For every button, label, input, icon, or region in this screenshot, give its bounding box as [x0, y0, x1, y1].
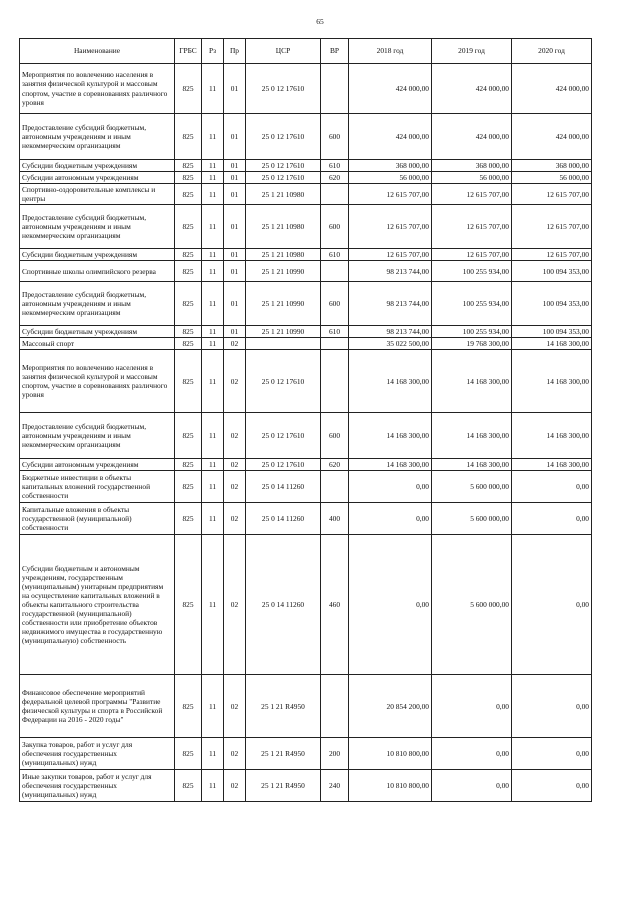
- header-name: Наименование: [20, 39, 175, 64]
- cell-pr: 02: [224, 675, 246, 738]
- table-row: [20, 338, 592, 350]
- cell-grbs: 825: [175, 503, 202, 535]
- cell-grbs: 825: [175, 535, 202, 675]
- cell-name: Предоставление субсидий бюджетным, автономным учреждениям и иным некоммерческим организациям: [20, 282, 175, 326]
- cell-vr: 610: [321, 160, 349, 172]
- cell-y2020: 12 615 707,00: [512, 184, 592, 205]
- cell-name: Субсидии автономным учреждениям: [20, 459, 175, 471]
- table-row: [20, 459, 592, 471]
- cell-y2019: 424 000,00: [432, 114, 512, 160]
- cell-rz: 11: [202, 160, 224, 172]
- cell-name: Капитальные вложения в объекты государственной (муниципальной) собственности: [20, 503, 175, 535]
- cell-csr: 25 0 12 17610: [246, 413, 321, 459]
- cell-grbs: 825: [175, 184, 202, 205]
- cell-y2018: 424 000,00: [349, 64, 432, 114]
- table-row: [20, 503, 592, 535]
- table-row: [20, 770, 592, 802]
- cell-y2018: 0,00: [349, 535, 432, 675]
- cell-grbs: 825: [175, 459, 202, 471]
- cell-y2018: 12 615 707,00: [349, 184, 432, 205]
- cell-csr: 25 0 12 17610: [246, 114, 321, 160]
- cell-pr: 02: [224, 338, 246, 350]
- cell-y2020: 368 000,00: [512, 160, 592, 172]
- cell-y2018: 98 213 744,00: [349, 326, 432, 338]
- table-row: [20, 205, 592, 249]
- table-row: [20, 350, 592, 413]
- cell-vr: 620: [321, 459, 349, 471]
- cell-name: Мероприятия по вовлечению населения в занятия физической культурой и массовым спортом, участие в соревнованиях различного уровня: [20, 64, 175, 114]
- cell-y2018: 0,00: [349, 503, 432, 535]
- cell-y2018: 56 000,00: [349, 172, 432, 184]
- cell-rz: 11: [202, 249, 224, 261]
- cell-y2018: 98 213 744,00: [349, 261, 432, 282]
- cell-y2019: 0,00: [432, 675, 512, 738]
- table-row: [20, 326, 592, 338]
- cell-y2019: 100 255 934,00: [432, 261, 512, 282]
- cell-y2019: 0,00: [432, 738, 512, 770]
- table-row: [20, 64, 592, 114]
- cell-vr: [321, 261, 349, 282]
- header-2018: 2018 год: [349, 39, 432, 64]
- cell-y2018: 14 168 300,00: [349, 413, 432, 459]
- cell-name: Закупка товаров, работ и услуг для обеспечения государственных (муниципальных) нужд: [20, 738, 175, 770]
- cell-y2020: 100 094 353,00: [512, 282, 592, 326]
- table-row: [20, 160, 592, 172]
- cell-rz: 11: [202, 338, 224, 350]
- cell-y2018: 12 615 707,00: [349, 249, 432, 261]
- cell-csr: 25 0 14 11260: [246, 535, 321, 675]
- header-pr: Пр: [224, 39, 246, 64]
- cell-grbs: 825: [175, 413, 202, 459]
- table-row: [20, 471, 592, 503]
- cell-csr: 25 0 12 17610: [246, 160, 321, 172]
- cell-grbs: 825: [175, 738, 202, 770]
- cell-csr: 25 1 21 10990: [246, 326, 321, 338]
- cell-pr: 01: [224, 249, 246, 261]
- cell-vr: [321, 471, 349, 503]
- cell-pr: 01: [224, 64, 246, 114]
- cell-grbs: 825: [175, 471, 202, 503]
- cell-rz: 11: [202, 503, 224, 535]
- cell-y2020: 14 168 300,00: [512, 413, 592, 459]
- cell-y2018: 20 854 200,00: [349, 675, 432, 738]
- table-row: [20, 413, 592, 459]
- cell-pr: 01: [224, 160, 246, 172]
- cell-y2018: 14 168 300,00: [349, 350, 432, 413]
- cell-rz: 11: [202, 261, 224, 282]
- cell-pr: 02: [224, 770, 246, 802]
- cell-csr: [246, 338, 321, 350]
- cell-y2020: 0,00: [512, 503, 592, 535]
- cell-grbs: 825: [175, 770, 202, 802]
- cell-csr: 25 0 12 17610: [246, 459, 321, 471]
- cell-grbs: 825: [175, 338, 202, 350]
- cell-pr: 02: [224, 471, 246, 503]
- cell-rz: 11: [202, 459, 224, 471]
- cell-pr: 02: [224, 503, 246, 535]
- cell-pr: 02: [224, 350, 246, 413]
- cell-y2020: 424 000,00: [512, 114, 592, 160]
- cell-y2018: 10 810 800,00: [349, 770, 432, 802]
- header-rz: Рз: [202, 39, 224, 64]
- cell-vr: 610: [321, 249, 349, 261]
- cell-csr: 25 0 12 17610: [246, 172, 321, 184]
- cell-pr: 01: [224, 172, 246, 184]
- cell-y2018: 10 810 800,00: [349, 738, 432, 770]
- cell-y2020: 12 615 707,00: [512, 205, 592, 249]
- header-grbs: ГРБС: [175, 39, 202, 64]
- cell-name: Массовый спорт: [20, 338, 175, 350]
- table-row: [20, 249, 592, 261]
- cell-rz: 11: [202, 172, 224, 184]
- cell-name: Финансовое обеспечение мероприятий федеральной целевой программы "Развитие физической культуры и спорта в Российской Федерации на 2016 - 2020 годы": [20, 675, 175, 738]
- cell-grbs: 825: [175, 172, 202, 184]
- cell-pr: 02: [224, 738, 246, 770]
- cell-name: Предоставление субсидий бюджетным, автономным учреждениям и иным некоммерческим организациям: [20, 413, 175, 459]
- table-row: [20, 114, 592, 160]
- cell-vr: [321, 64, 349, 114]
- cell-y2019: 100 255 934,00: [432, 326, 512, 338]
- cell-csr: 25 0 12 17610: [246, 350, 321, 413]
- cell-grbs: 825: [175, 326, 202, 338]
- cell-rz: 11: [202, 738, 224, 770]
- cell-grbs: 825: [175, 205, 202, 249]
- cell-y2019: 12 615 707,00: [432, 205, 512, 249]
- cell-y2018: 12 615 707,00: [349, 205, 432, 249]
- page-number: 65: [316, 17, 324, 26]
- cell-vr: 600: [321, 282, 349, 326]
- cell-csr: 25 0 14 11260: [246, 503, 321, 535]
- cell-y2019: 424 000,00: [432, 64, 512, 114]
- cell-pr: 01: [224, 184, 246, 205]
- cell-y2020: 100 094 353,00: [512, 261, 592, 282]
- cell-grbs: 825: [175, 282, 202, 326]
- header-2020: 2020 год: [512, 39, 592, 64]
- cell-rz: 11: [202, 184, 224, 205]
- cell-y2019: 12 615 707,00: [432, 249, 512, 261]
- table-row: [20, 675, 592, 738]
- cell-name: Предоставление субсидий бюджетным, автономным учреждениям и иным некоммерческим организациям: [20, 114, 175, 160]
- cell-name: Иные закупки товаров, работ и услуг для обеспечения государственных (муниципальных) нужд: [20, 770, 175, 802]
- cell-grbs: 825: [175, 160, 202, 172]
- cell-pr: 01: [224, 114, 246, 160]
- cell-name: Бюджетные инвестиции в объекты капитальных вложений государственной собственности: [20, 471, 175, 503]
- cell-rz: 11: [202, 675, 224, 738]
- cell-rz: 11: [202, 770, 224, 802]
- header-vr: ВР: [321, 39, 349, 64]
- cell-y2019: 19 768 300,00: [432, 338, 512, 350]
- cell-rz: 11: [202, 413, 224, 459]
- cell-csr: 25 1 21 R4950: [246, 675, 321, 738]
- cell-y2018: 368 000,00: [349, 160, 432, 172]
- cell-vr: 600: [321, 413, 349, 459]
- cell-vr: 600: [321, 205, 349, 249]
- cell-y2020: 14 168 300,00: [512, 350, 592, 413]
- header-2019: 2019 год: [432, 39, 512, 64]
- cell-rz: 11: [202, 282, 224, 326]
- table-row: [20, 184, 592, 205]
- cell-grbs: 825: [175, 64, 202, 114]
- cell-rz: 11: [202, 205, 224, 249]
- cell-name: Субсидии автономным учреждениям: [20, 172, 175, 184]
- cell-name: Субсидии бюджетным учреждениям: [20, 160, 175, 172]
- cell-vr: 240: [321, 770, 349, 802]
- header-csr: ЦСР: [246, 39, 321, 64]
- cell-y2019: 14 168 300,00: [432, 413, 512, 459]
- table-row: [20, 535, 592, 675]
- cell-name: Субсидии бюджетным учреждениям: [20, 249, 175, 261]
- cell-y2018: 35 022 500,00: [349, 338, 432, 350]
- cell-vr: [321, 675, 349, 738]
- cell-name: Субсидии бюджетным и автономным учреждениям, государственным (муниципальным) унитарным предприятиям на осуществление капитальных вложений в объекты капитального строительства государственной (муниципальной) собственности или приобретение объектов недвижимого имущества в государственную (муниципальную) собственность: [20, 535, 175, 675]
- cell-grbs: 825: [175, 261, 202, 282]
- cell-vr: 620: [321, 172, 349, 184]
- cell-y2020: 424 000,00: [512, 64, 592, 114]
- cell-pr: 02: [224, 459, 246, 471]
- cell-pr: 02: [224, 535, 246, 675]
- cell-y2020: 14 168 300,00: [512, 459, 592, 471]
- cell-csr: 25 1 21 R4950: [246, 738, 321, 770]
- cell-csr: 25 1 21 10990: [246, 261, 321, 282]
- cell-csr: 25 1 21 R4950: [246, 770, 321, 802]
- cell-vr: 200: [321, 738, 349, 770]
- cell-csr: 25 1 21 10990: [246, 282, 321, 326]
- cell-rz: 11: [202, 471, 224, 503]
- cell-y2020: 0,00: [512, 535, 592, 675]
- cell-vr: 600: [321, 114, 349, 160]
- cell-y2020: 0,00: [512, 471, 592, 503]
- cell-name: Мероприятия по вовлечению населения в занятия физической культурой и массовым спортом, участие в соревнованиях различного уровня: [20, 350, 175, 413]
- cell-y2019: 5 600 000,00: [432, 471, 512, 503]
- cell-csr: 25 1 21 10980: [246, 249, 321, 261]
- cell-grbs: 825: [175, 675, 202, 738]
- cell-vr: [321, 184, 349, 205]
- cell-csr: 25 0 12 17610: [246, 64, 321, 114]
- cell-vr: [321, 350, 349, 413]
- cell-csr: 25 1 21 10980: [246, 205, 321, 249]
- cell-y2020: 0,00: [512, 738, 592, 770]
- cell-y2019: 5 600 000,00: [432, 503, 512, 535]
- cell-y2018: 14 168 300,00: [349, 459, 432, 471]
- cell-name: Предоставление субсидий бюджетным, автономным учреждениям и иным некоммерческим организациям: [20, 205, 175, 249]
- cell-rz: 11: [202, 326, 224, 338]
- cell-y2019: 14 168 300,00: [432, 459, 512, 471]
- table-row: [20, 282, 592, 326]
- cell-y2018: 0,00: [349, 471, 432, 503]
- cell-y2019: 5 600 000,00: [432, 535, 512, 675]
- cell-y2019: 14 168 300,00: [432, 350, 512, 413]
- cell-vr: [321, 338, 349, 350]
- budget-table: [19, 38, 592, 802]
- cell-pr: 01: [224, 261, 246, 282]
- cell-pr: 01: [224, 205, 246, 249]
- cell-grbs: 825: [175, 114, 202, 160]
- cell-rz: 11: [202, 114, 224, 160]
- table-row: [20, 261, 592, 282]
- cell-y2019: 56 000,00: [432, 172, 512, 184]
- cell-y2020: 0,00: [512, 675, 592, 738]
- cell-y2020: 12 615 707,00: [512, 249, 592, 261]
- cell-y2019: 0,00: [432, 770, 512, 802]
- table-header-row: [20, 39, 592, 64]
- cell-vr: 610: [321, 326, 349, 338]
- table-row: [20, 172, 592, 184]
- table-row: [20, 738, 592, 770]
- cell-y2018: 424 000,00: [349, 114, 432, 160]
- cell-rz: 11: [202, 64, 224, 114]
- cell-csr: 25 0 14 11260: [246, 471, 321, 503]
- cell-pr: 01: [224, 326, 246, 338]
- cell-vr: 460: [321, 535, 349, 675]
- cell-rz: 11: [202, 535, 224, 675]
- cell-name: Спортивно-оздоровительные комплексы и центры: [20, 184, 175, 205]
- cell-pr: 02: [224, 413, 246, 459]
- cell-y2020: 100 094 353,00: [512, 326, 592, 338]
- cell-y2020: 0,00: [512, 770, 592, 802]
- cell-y2018: 98 213 744,00: [349, 282, 432, 326]
- cell-grbs: 825: [175, 249, 202, 261]
- cell-pr: 01: [224, 282, 246, 326]
- cell-name: Субсидии бюджетным учреждениям: [20, 326, 175, 338]
- cell-y2019: 368 000,00: [432, 160, 512, 172]
- cell-y2020: 56 000,00: [512, 172, 592, 184]
- cell-grbs: 825: [175, 350, 202, 413]
- cell-name: Спортивные школы олимпийского резерва: [20, 261, 175, 282]
- cell-rz: 11: [202, 350, 224, 413]
- cell-vr: 400: [321, 503, 349, 535]
- cell-csr: 25 1 21 10980: [246, 184, 321, 205]
- cell-y2020: 14 168 300,00: [512, 338, 592, 350]
- cell-y2019: 12 615 707,00: [432, 184, 512, 205]
- cell-y2019: 100 255 934,00: [432, 282, 512, 326]
